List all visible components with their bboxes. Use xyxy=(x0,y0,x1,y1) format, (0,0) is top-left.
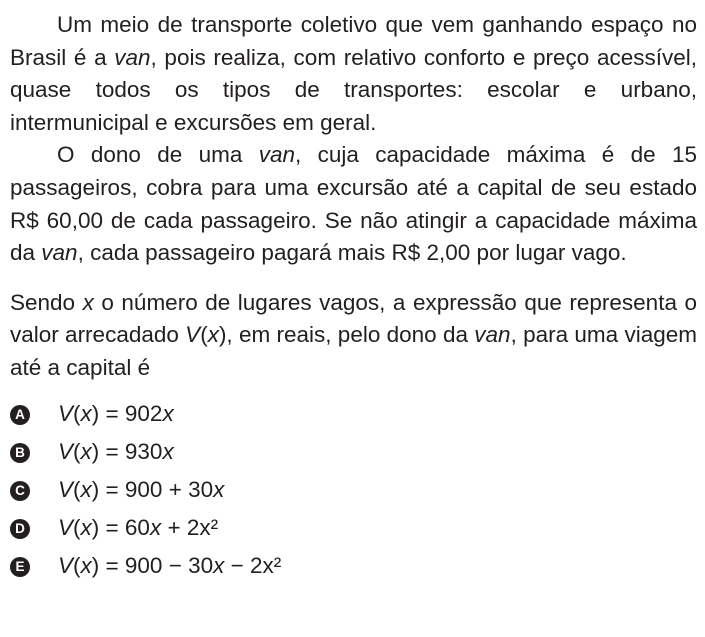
stem-text-4: , para uma viagem até a capital é xyxy=(10,322,697,380)
intro-text-2: , pois realiza, com relativo conforto e preço acessível, quase todos os tipos de transportes: escolar e urbano, intermunicipal e excursões em geral. xyxy=(10,44,697,135)
option-c[interactable] xyxy=(10,472,697,510)
option-var: x xyxy=(80,477,92,503)
option-tail-var: x xyxy=(149,515,162,541)
option-var: x xyxy=(80,553,92,579)
stem-text-2: o número de lugares vagos, a expressão que representa o valor arrecadado xyxy=(10,289,698,348)
context-van-word-1: van xyxy=(258,142,295,168)
option-letter-badge: A xyxy=(10,405,30,425)
option-paren: ( xyxy=(73,553,81,579)
option-letter-badge: D xyxy=(10,519,30,539)
option-var: x xyxy=(80,439,92,465)
option-paren: ( xyxy=(73,439,81,465)
context-paragraph xyxy=(10,139,697,269)
stem-var-x: x xyxy=(82,289,94,315)
option-rest: ) = 902 xyxy=(91,401,163,427)
option-expression xyxy=(58,474,224,507)
stem-text-3: ), em reais, pelo dono da xyxy=(218,322,475,348)
option-paren: ( xyxy=(73,515,81,541)
option-rest: ) = 900 + 30 xyxy=(91,477,214,503)
option-tail-var: x xyxy=(162,401,174,427)
option-tail-var: x xyxy=(213,553,225,579)
option-letter-badge: C xyxy=(10,481,30,501)
option-letter-badge: E xyxy=(10,557,30,577)
option-a[interactable] xyxy=(10,396,697,434)
context-text-1: O dono de uma xyxy=(57,142,259,168)
option-tail: − 2x² xyxy=(224,553,282,579)
option-var: x xyxy=(80,401,92,427)
option-fn: V xyxy=(58,439,74,465)
answer-options xyxy=(10,396,697,586)
stem-van-word: van xyxy=(474,322,511,348)
option-fn: V xyxy=(58,401,74,427)
stem-text-1: Sendo xyxy=(10,289,83,315)
context-van-word-2: van xyxy=(41,240,78,266)
option-b[interactable] xyxy=(10,434,697,472)
option-paren: ( xyxy=(73,477,81,503)
stem-paren-open: ( xyxy=(200,322,208,348)
option-letter-badge: B xyxy=(10,443,30,463)
option-paren: ( xyxy=(73,401,81,427)
option-fn: V xyxy=(58,515,74,541)
stem-var-x-2: x xyxy=(207,322,219,348)
option-d[interactable] xyxy=(10,510,697,548)
intro-van-word: van xyxy=(114,44,151,70)
intro-text-1: Um meio de transporte coletivo que vem ganhando espaço no Brasil é a xyxy=(10,12,697,70)
option-expression xyxy=(58,550,281,583)
context-text-2: , cuja capacidade máxima é de 15 passageiros, cobra para uma excursão até a capital de seu estado R$ 60,00 de cada passageiro. Se não atingir a capacidade máxima da xyxy=(10,142,697,266)
option-tail-var: x xyxy=(213,477,225,503)
stem-fn-v: V xyxy=(185,322,201,348)
intro-paragraph xyxy=(10,9,697,139)
option-rest: ) = 900 − 30 xyxy=(91,553,214,579)
context-text-3: , cada passageiro pagará mais R$ 2,00 por lugar vago. xyxy=(77,240,627,266)
question-stem xyxy=(10,287,697,385)
option-rest: ) = 60 xyxy=(91,515,150,541)
option-expression xyxy=(58,398,174,431)
option-e[interactable] xyxy=(10,548,697,586)
option-tail: + 2x² xyxy=(161,515,219,541)
option-expression xyxy=(58,436,174,469)
option-expression xyxy=(58,512,218,545)
option-fn: V xyxy=(58,553,74,579)
option-fn: V xyxy=(58,477,74,503)
option-var: x xyxy=(80,515,92,541)
option-tail-var: x xyxy=(162,439,174,465)
option-rest: ) = 930 xyxy=(91,439,163,465)
